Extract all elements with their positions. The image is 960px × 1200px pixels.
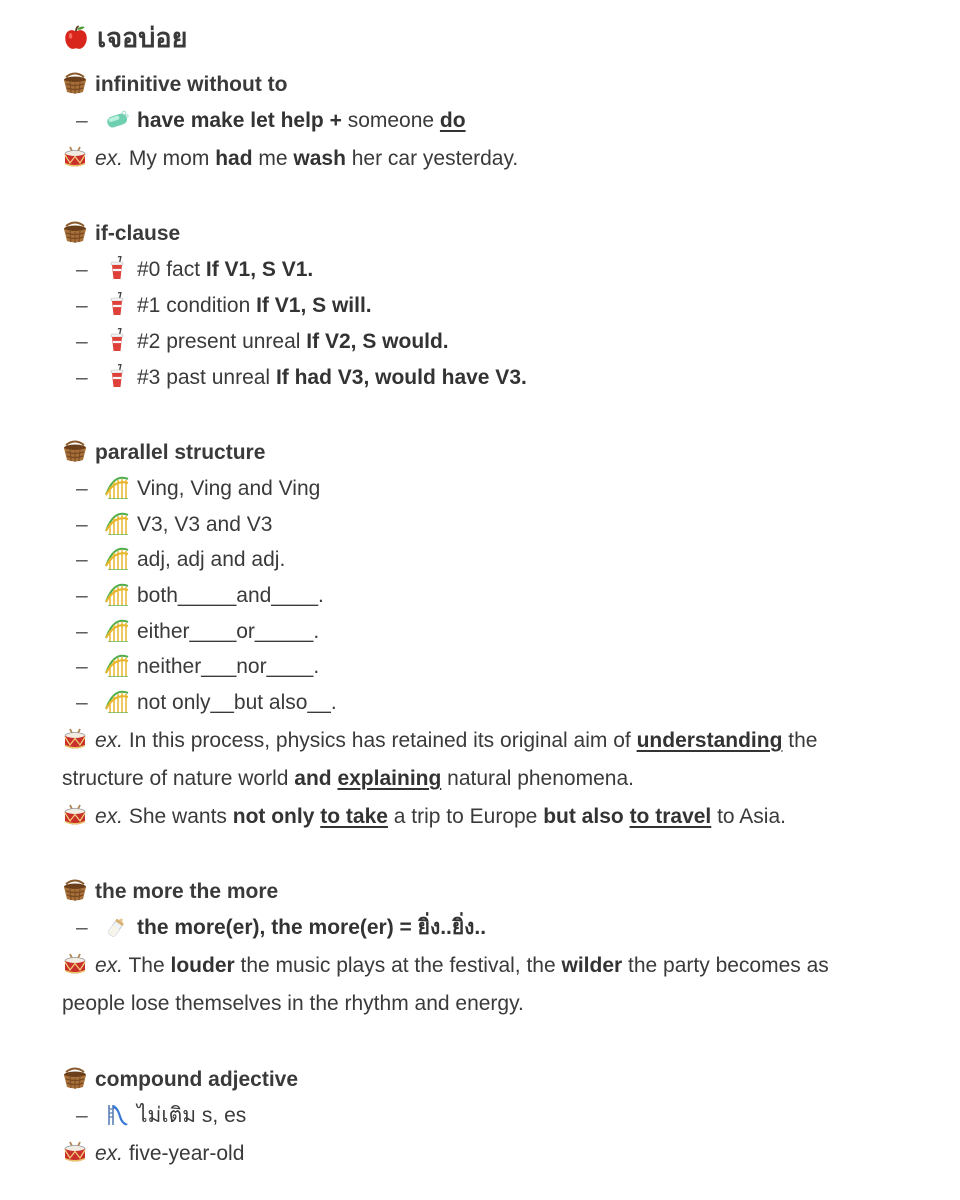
basket-icon (62, 1066, 88, 1090)
list-item (76, 617, 920, 647)
cup-with-straw-icon (104, 256, 130, 280)
list-item (76, 652, 920, 682)
drum-icon (62, 145, 88, 169)
example-text: the structure of nature world (62, 729, 818, 790)
example-bold: but also (543, 805, 624, 828)
example-line (62, 947, 880, 1023)
rule-text: #2 present unreal (137, 330, 307, 353)
rule-text: both_____and____. (137, 584, 324, 607)
example-text: five-year-old (123, 1142, 245, 1165)
example-bold: had (215, 147, 253, 170)
rule-text: #1 condition (137, 294, 257, 317)
bullet-dash: – (76, 477, 88, 500)
bullet-dash: – (76, 294, 88, 317)
bullet-dash: – (76, 548, 88, 571)
drum-icon (62, 952, 88, 976)
bullet-dash: – (76, 1104, 88, 1127)
rule-text: #3 past unreal (137, 366, 276, 389)
bullet-dash: – (76, 330, 88, 353)
apple-icon (62, 24, 90, 52)
list-item (76, 327, 920, 357)
list-item (76, 510, 920, 540)
cup-with-straw-icon (104, 292, 130, 316)
rule-bold: If V2, S would. (306, 330, 449, 353)
rule-text: not only__but also__. (137, 691, 337, 714)
example-bold: louder (170, 954, 235, 977)
example-label: ex. (95, 805, 124, 828)
example-line (62, 802, 920, 832)
list-item (76, 913, 920, 943)
example-bold: wash (293, 147, 346, 170)
example-underline: to travel (629, 805, 712, 828)
list-item (76, 255, 920, 285)
example-label: ex. (95, 954, 124, 977)
rule-underline: do (439, 109, 466, 132)
rule-bold: If had V3, would have V3. (275, 366, 527, 389)
roller-coaster-icon (104, 475, 130, 499)
example-text: The (123, 954, 171, 977)
example-text: natural phenomena. (441, 767, 634, 790)
example-bold: wilder (561, 954, 623, 977)
rule-text: adj, adj and adj. (137, 548, 286, 571)
list-item (76, 291, 920, 321)
roller-coaster-icon (104, 582, 130, 606)
rule-text: either____or_____. (137, 620, 320, 643)
list-item (76, 106, 920, 136)
bullet-dash: – (76, 916, 88, 939)
section-heading-compound (62, 1065, 920, 1095)
example-text: to Asia. (711, 805, 786, 828)
list-item (76, 581, 920, 611)
example-text: She wants (123, 805, 233, 828)
drum-icon (62, 803, 88, 827)
bullet-dash: – (76, 513, 88, 536)
rule-bold: the more(er), the more(er) = ยิ่ง..ยิ่ง.. (137, 916, 487, 939)
section-heading-text: infinitive without to (95, 73, 288, 96)
list-item (76, 474, 920, 504)
rule-bold: have make let help + (137, 109, 342, 132)
rule-text: ไม่เติม s, es (137, 1104, 247, 1127)
list-item (76, 363, 920, 393)
example-label: ex. (95, 729, 124, 752)
section-heading-text: compound adjective (95, 1068, 299, 1091)
example-text: the party becomes as people lose themselves in the rhythm and energy. (62, 954, 829, 1015)
section-heading-if-clause (62, 219, 920, 249)
bullet-dash: – (76, 584, 88, 607)
roller-coaster-icon (104, 618, 130, 642)
example-text: My mom (123, 147, 216, 170)
example-bold: not only (232, 805, 315, 828)
example-text: the music plays at the festival, the (234, 954, 562, 977)
rule-bold: If V1, S V1. (205, 258, 314, 281)
example-underline: understanding (636, 729, 783, 752)
bullet-dash: – (76, 366, 88, 389)
page-title-text: เจอบ่อย (97, 23, 188, 53)
basket-icon (62, 71, 88, 95)
soap-icon (104, 107, 130, 131)
example-underline: to take (320, 805, 388, 828)
section-heading-the-more (62, 877, 920, 907)
rule-bold: If V1, S will. (256, 294, 372, 317)
example-bold: and (294, 767, 338, 790)
example-line (62, 722, 870, 798)
cup-with-straw-icon (104, 364, 130, 388)
slide-icon (104, 1102, 130, 1126)
bullet-dash: – (76, 258, 88, 281)
bullet-dash: – (76, 620, 88, 643)
list-item (76, 688, 920, 718)
example-label: ex. (95, 147, 124, 170)
basket-icon (62, 220, 88, 244)
basket-icon (62, 878, 88, 902)
example-text: In this process, physics has retained its original aim of (123, 729, 637, 752)
rule-text: someone (341, 109, 440, 132)
bullet-dash: – (76, 691, 88, 714)
bullet-dash: – (76, 655, 88, 678)
list-item (76, 545, 920, 575)
rule-text: #0 fact (137, 258, 206, 281)
rule-text: neither___nor____. (137, 655, 320, 678)
section-heading-parallel (62, 438, 920, 468)
drum-icon (62, 727, 88, 751)
section-heading-text: if-clause (95, 222, 181, 245)
page-title (62, 20, 920, 56)
list-item (76, 1101, 920, 1131)
example-line (62, 144, 920, 174)
section-heading-text: parallel structure (95, 441, 266, 464)
roller-coaster-icon (104, 689, 130, 713)
roller-coaster-icon (104, 653, 130, 677)
roller-coaster-icon (104, 511, 130, 535)
example-text: a trip to Europe (387, 805, 544, 828)
example-text: me (252, 147, 294, 170)
rule-text: V3, V3 and V3 (137, 513, 273, 536)
rule-text: Ving, Ving and Ving (137, 477, 321, 500)
roller-coaster-icon (104, 546, 130, 570)
drum-icon (62, 1140, 88, 1164)
section-heading-text: the more the more (95, 880, 279, 903)
baby-bottle-icon (104, 914, 130, 938)
example-underline: explaining (337, 767, 442, 790)
basket-icon (62, 439, 88, 463)
bullet-dash: – (76, 109, 88, 132)
section-heading-infinitive (62, 70, 920, 100)
example-text: her car yesterday. (345, 147, 519, 170)
example-line (62, 1139, 920, 1169)
example-label: ex. (95, 1142, 124, 1165)
cup-with-straw-icon (104, 328, 130, 352)
